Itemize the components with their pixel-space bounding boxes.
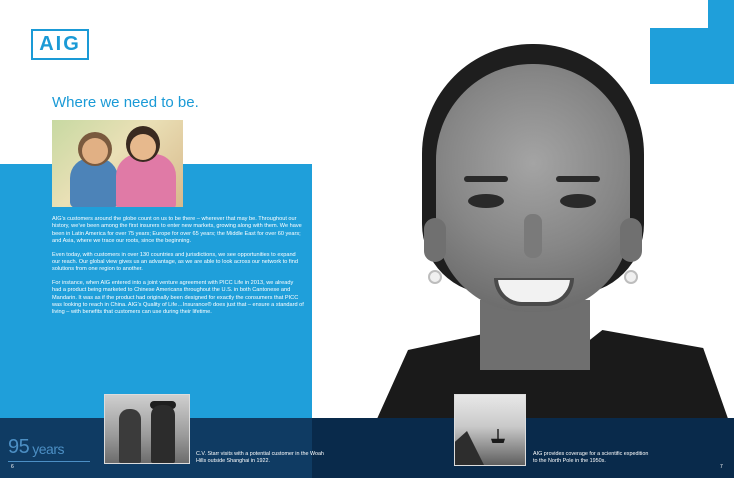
paragraph-3: For instance, when AIG entered into a joint venture agreement with PICC Life in 2013, we already had a product being marketed to Chinese Americans throughout the U.S. in both Cantonese and Mandarin. It was as if the product had originally been designed for exactly the consumers that PICC was looking to reach in China. AIG’s Quality of Life…Insurance® does just that – ensure a standard of living – with benefits that customers can use during their lifetime. [52,279,304,316]
paragraph-1: AIG’s customers around the globe count on us to be there – wherever that may be. Throughout our history, we’ve been among the first insurers to enter new markets, growing along with them. We have been in Latin America for over 75 years; Europe for over 65 years; the Middle East for over 60 years; and Asia, where we trace our roots, since the beginning. [52,216,302,245]
historical-photo-starr [104,394,190,464]
anniversary-mark [8,436,64,459]
anniversary-rule [8,461,90,462]
historical-photo-north-pole [454,394,526,466]
caption-starr: C.V. Starr visits with a potential customer in the Woah Hills outside Shanghai in 1922. [196,451,324,464]
page-number-left: 6 [11,464,14,470]
aig-logo: AIG [31,29,89,60]
corner-accent-notch [650,0,708,28]
page-number-right: 7 [720,464,723,470]
body-copy [52,216,304,323]
children-photo [52,120,183,207]
anniversary-number: 95 [8,436,30,458]
anniversary-word: years [32,441,64,457]
paragraph-2: Even today, with customers in over 130 countries and jurisdictions, we see opportunities to expand our reach. Our global view gives us an advantage, as we are able to look across our network to find solutions from one region to another. [52,251,298,273]
section-heading: Where we need to be. [52,94,199,111]
caption-north-pole: AIG provides coverage for a scientific expedition to the North Pole in the 1950s. [533,451,649,464]
